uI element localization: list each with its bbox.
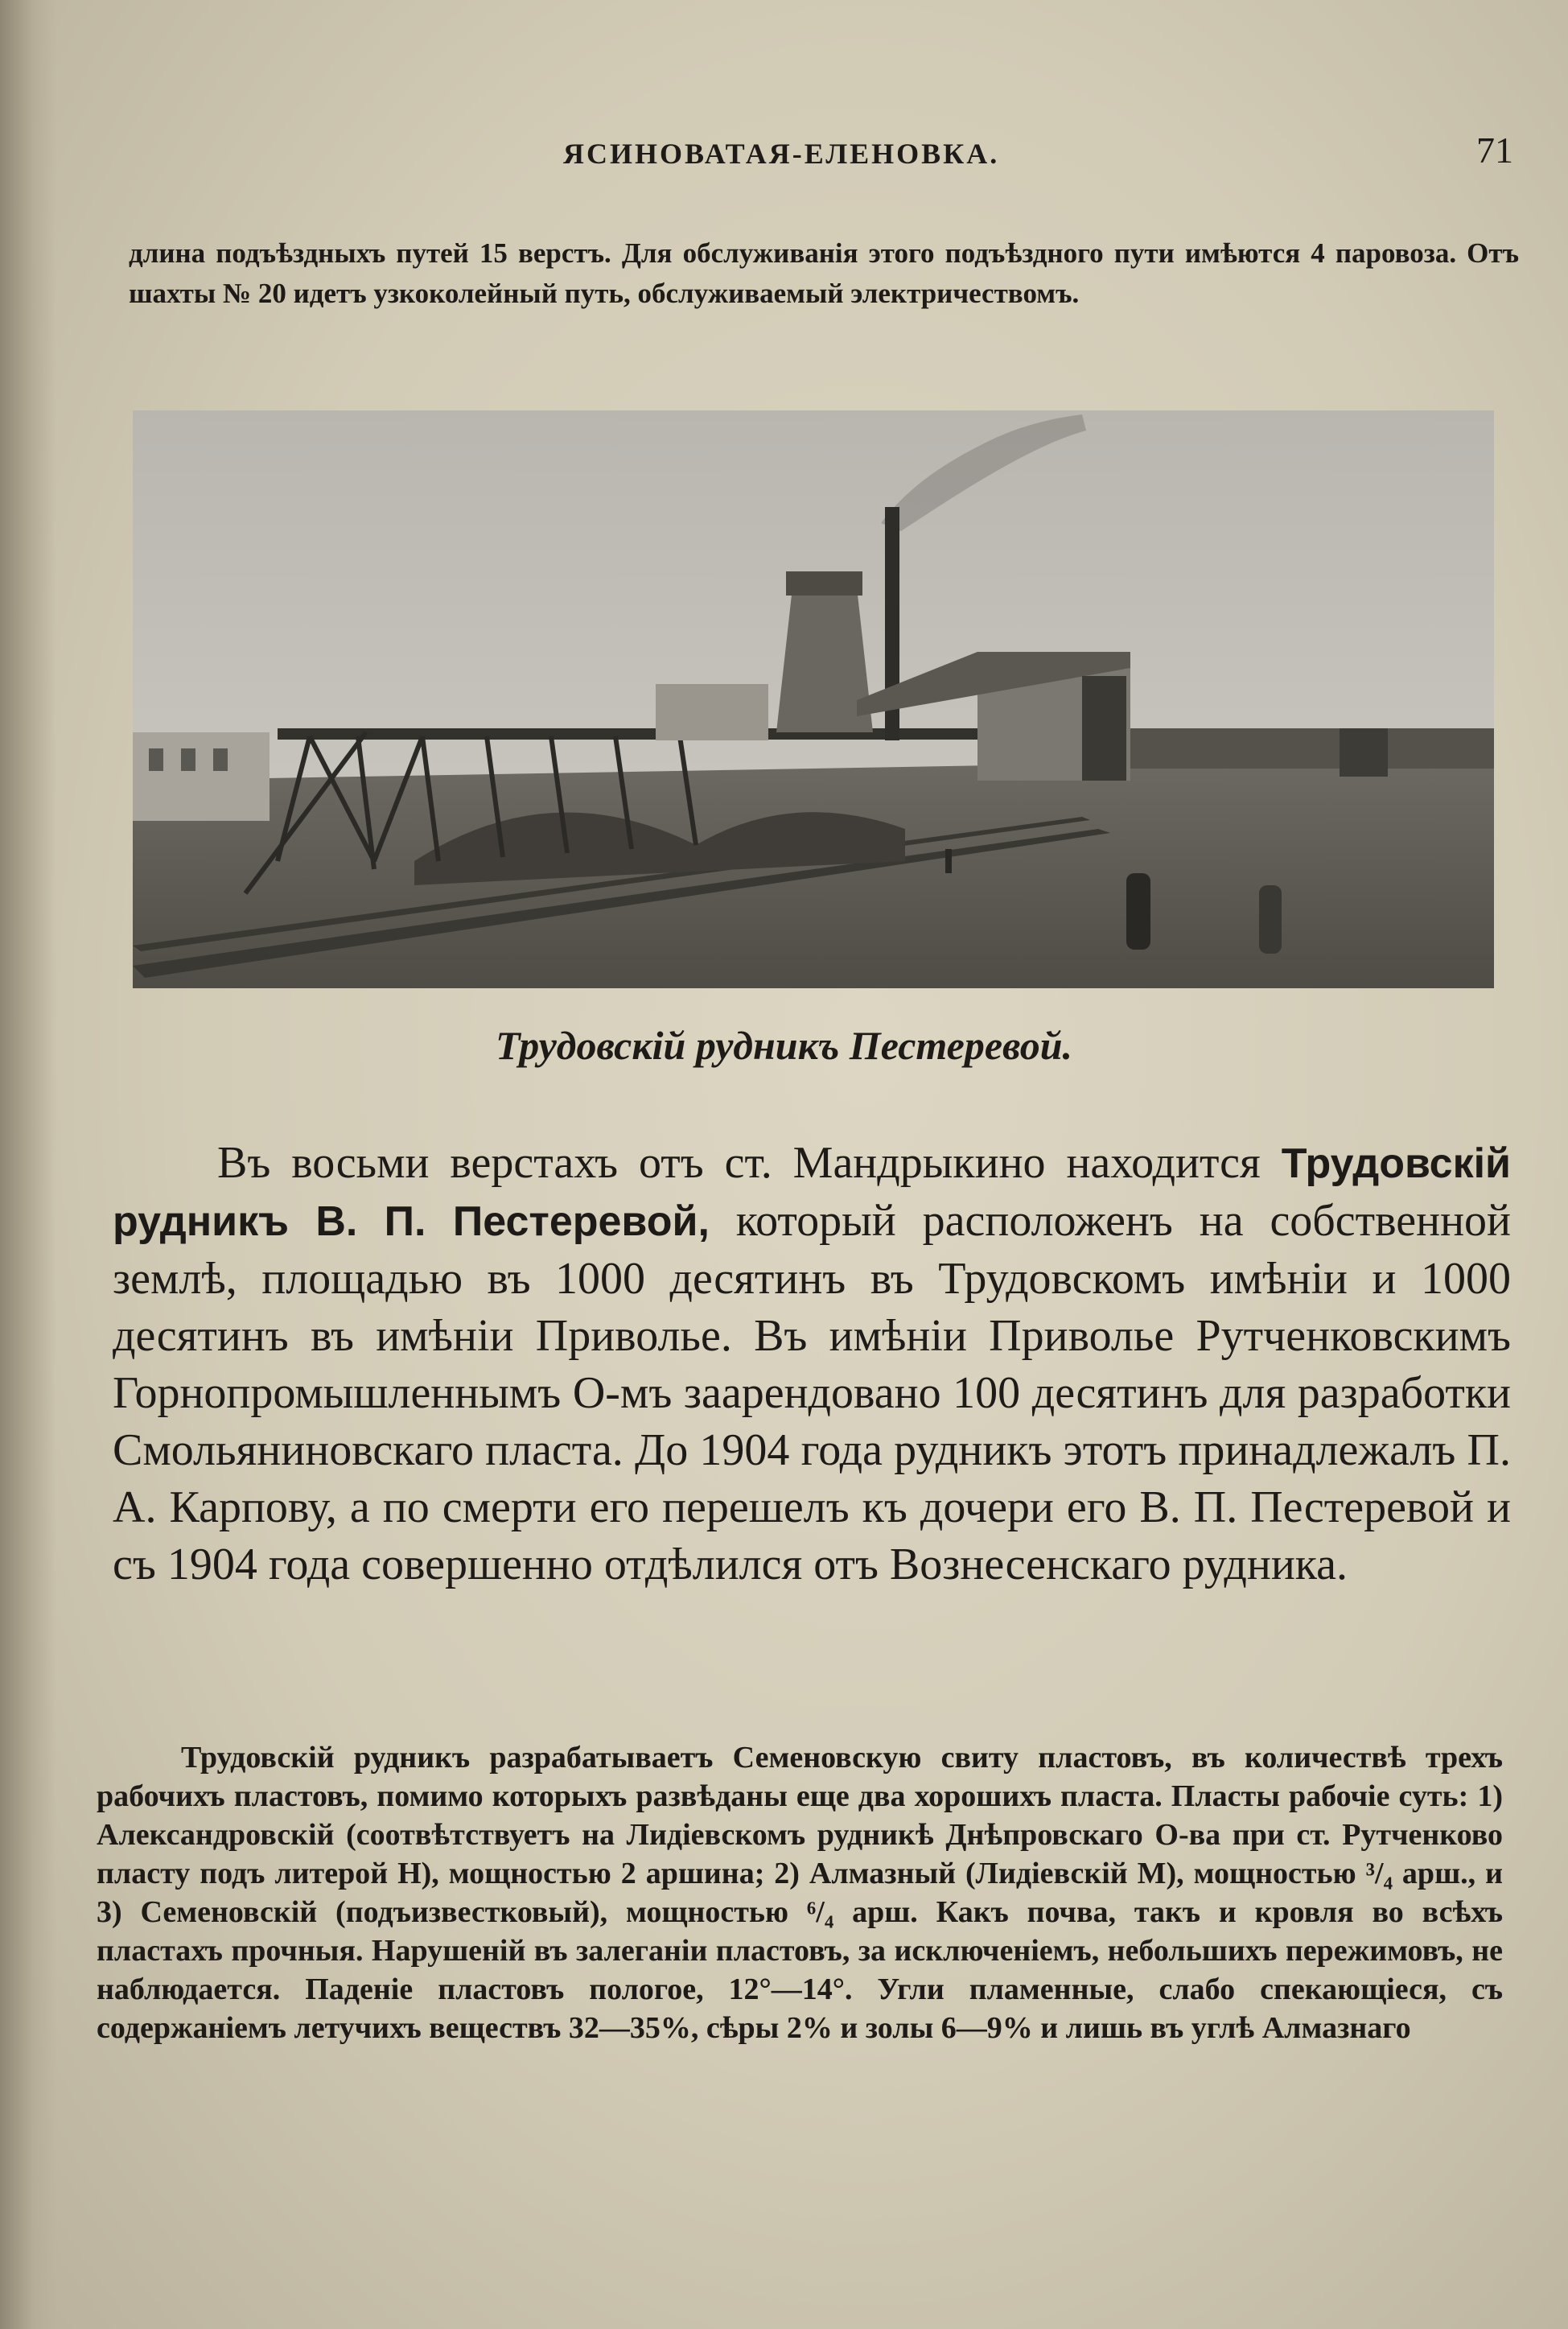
photo-caption: Трудовскій рудникъ Пестеревой. [495, 1023, 1073, 1068]
main-paragraph-lead: Въ восьми верстахъ отъ ст. Мандрыкино находится [217, 1138, 1261, 1188]
bottom-paragraph-text: Трудовскій рудникъ разрабатываетъ Семеновскую свиту пластовъ, въ количествѣ трехъ рабочихъ пластовъ, помимо которыхъ развѣданы еще два хорошихъ пласта. Пласты рабочіе суть: 1) Александровскій (соотвѣтствуетъ на Лидіевскомъ рудникѣ Днѣпровскаго О-ва при ст. Рутченково пласту подъ литерой Н), мощностью 2 аршина; 2) Алмазный (Лидіевскій М), мощностью ³/₄ арш., и 3) Семеновскій (подъизвестковый), мощностью ⁶/₄ арш. Какъ почва, такъ и кровля во всѣхъ пластахъ прочныя. Нарушеній въ залеганіи пластовъ, за исключеніемъ, небольшихъ пережимовъ, не наблюдается. Паденіе пластовъ пологое, 12°—14°. Угли пламенные, слабо спекающіеся, съ содержаніемъ летучихъ веществъ 32—35%, сѣры 2% и золы 6—9% и лишь въ углѣ Алмазнаго [97, 1741, 1503, 2045]
mine-photograph-illustration [133, 410, 1494, 988]
page-number: 71 [1476, 130, 1513, 171]
mine-name-bold: Трудовскій рудникъ В. П. Пестеревой, [113, 1140, 1512, 1245]
mine-photograph [133, 410, 1494, 988]
main-paragraph-rest: который расположенъ на собственной землѣ, площадью въ 1000 десятинъ въ Трудовскомъ имѣніи и 1000 десятинъ въ имѣніи Приволье. Въ имѣніи Приволье Рутченковскимъ Горнопромышленнымъ О-мъ заарендовано 100 десятинъ для разработки Смольяниновскаго пласта. До 1904 года рудникъ этотъ принадлежалъ П. А. Карпову, а по смерти его перешелъ къ дочери его В. П. Пестеревой и съ 1904 года совершенно отдѣлился отъ Вознесенскаго рудника. [113, 1196, 1512, 1589]
text-paragraph-top: длина подъѣздныхъ путей 15 верстъ. Для обслуживанія этого подъѣздного пути имѣются 4 паровоза. Отъ шахты № 20 идетъ узкоколейный путь, обслуживаемый электричествомъ. [129, 237, 1519, 309]
bottom-paragraph [97, 1738, 1503, 2047]
book-spine-shadow [0, 0, 56, 2329]
running-title: ЯСИНОВАТАЯ-ЕЛЕНОВКА. [563, 138, 1000, 170]
main-paragraph [113, 1135, 1511, 1593]
page-header [0, 129, 1568, 185]
